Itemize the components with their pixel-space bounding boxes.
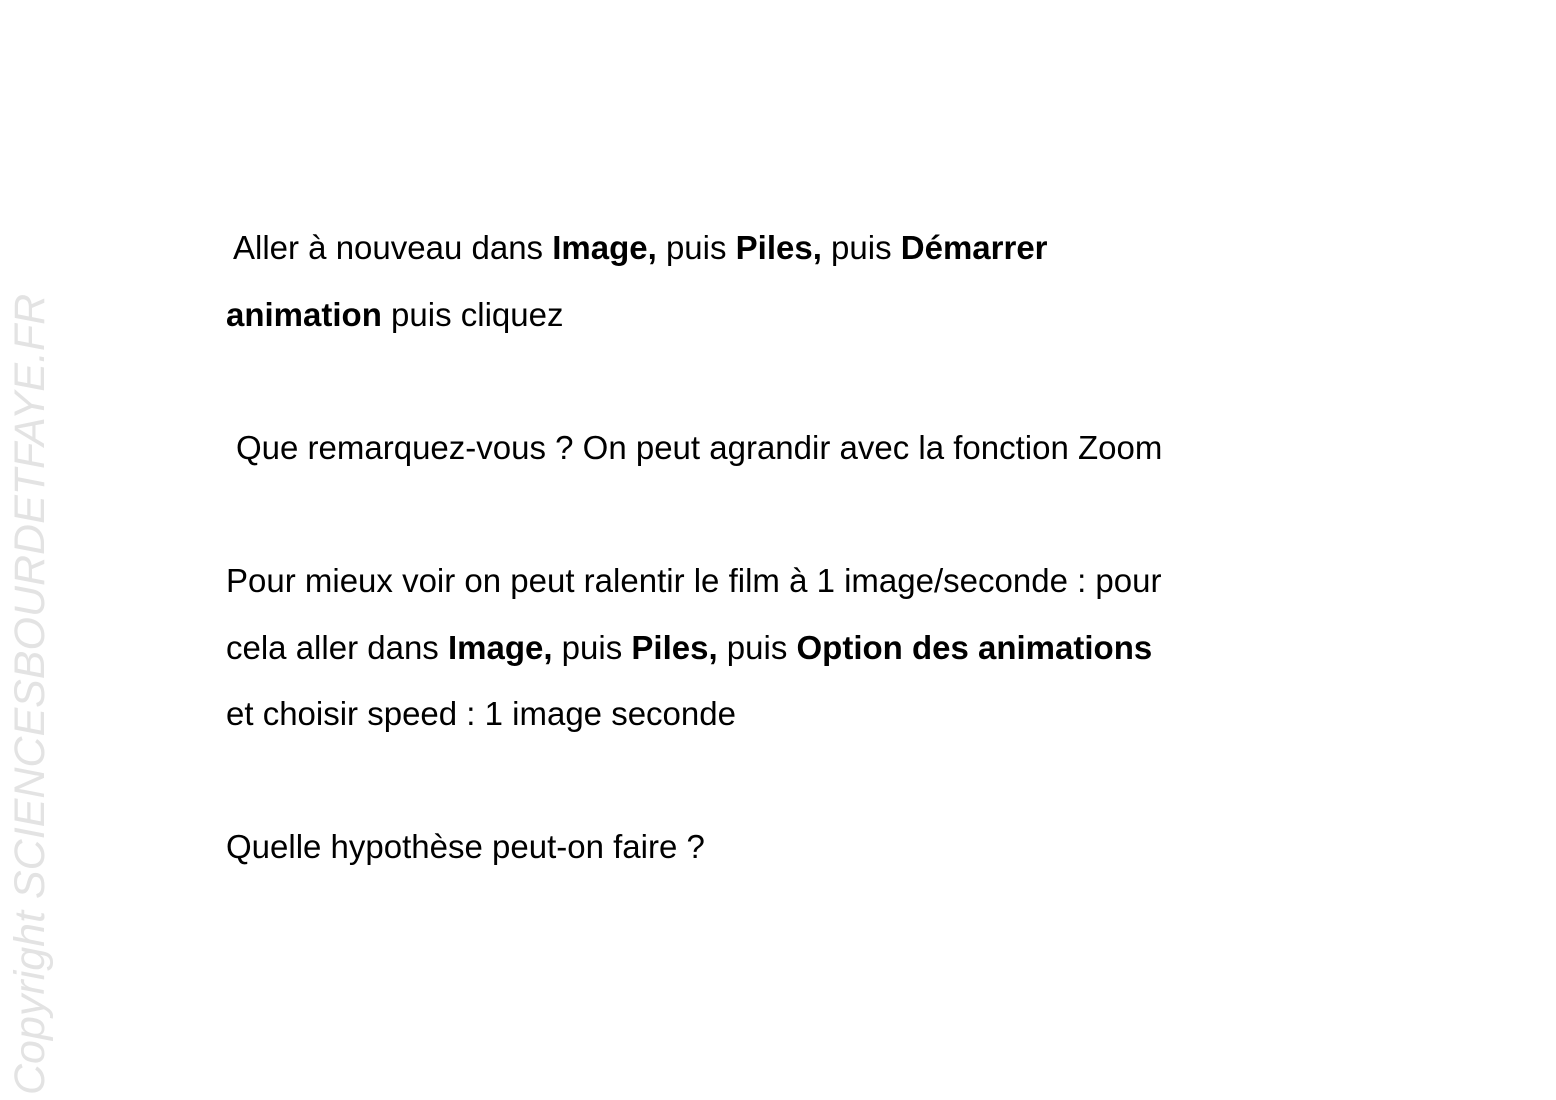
menu-term-image: Image, xyxy=(447,629,553,666)
instruction-line-2 xyxy=(226,295,563,335)
menu-term-piles: Piles, xyxy=(735,229,822,266)
line-text: cela aller dans xyxy=(226,629,448,666)
line-text: puis xyxy=(656,229,736,266)
copyright-watermark: Copyright SCIENCESBOURDETFAYE.FR xyxy=(6,293,54,1095)
line-text: et choisir speed : 1 image seconde xyxy=(226,695,736,732)
menu-term-piles: Piles, xyxy=(631,629,718,666)
instruction-line-4 xyxy=(226,561,1161,601)
question-hypothese xyxy=(226,827,705,867)
line-text: Aller à nouveau dans xyxy=(233,229,553,266)
line-text: Quelle hypothèse peut-on faire ? xyxy=(226,828,705,865)
line-text: Que remarquez-vous ? On peut agrandir avec la fonction Zoom xyxy=(236,429,1163,466)
line-text: puis xyxy=(821,229,901,266)
line-text: Pour mieux voir on peut ralentir le film à 1 image/seconde : pour xyxy=(226,562,1162,599)
menu-term-image: Image, xyxy=(552,229,657,266)
instruction-line-1 xyxy=(233,228,1048,268)
instruction-line-5 xyxy=(226,628,1152,668)
menu-term-demarrer: Démarrer xyxy=(900,229,1048,266)
line-text: puis cliquez xyxy=(381,296,564,333)
question-remarquez xyxy=(236,428,1162,468)
instruction-line-6 xyxy=(226,694,736,734)
line-text: puis xyxy=(717,629,797,666)
menu-term-option-animations: Option des animations xyxy=(796,629,1153,666)
menu-term-animation: animation xyxy=(226,296,382,333)
line-text: puis xyxy=(552,629,632,666)
